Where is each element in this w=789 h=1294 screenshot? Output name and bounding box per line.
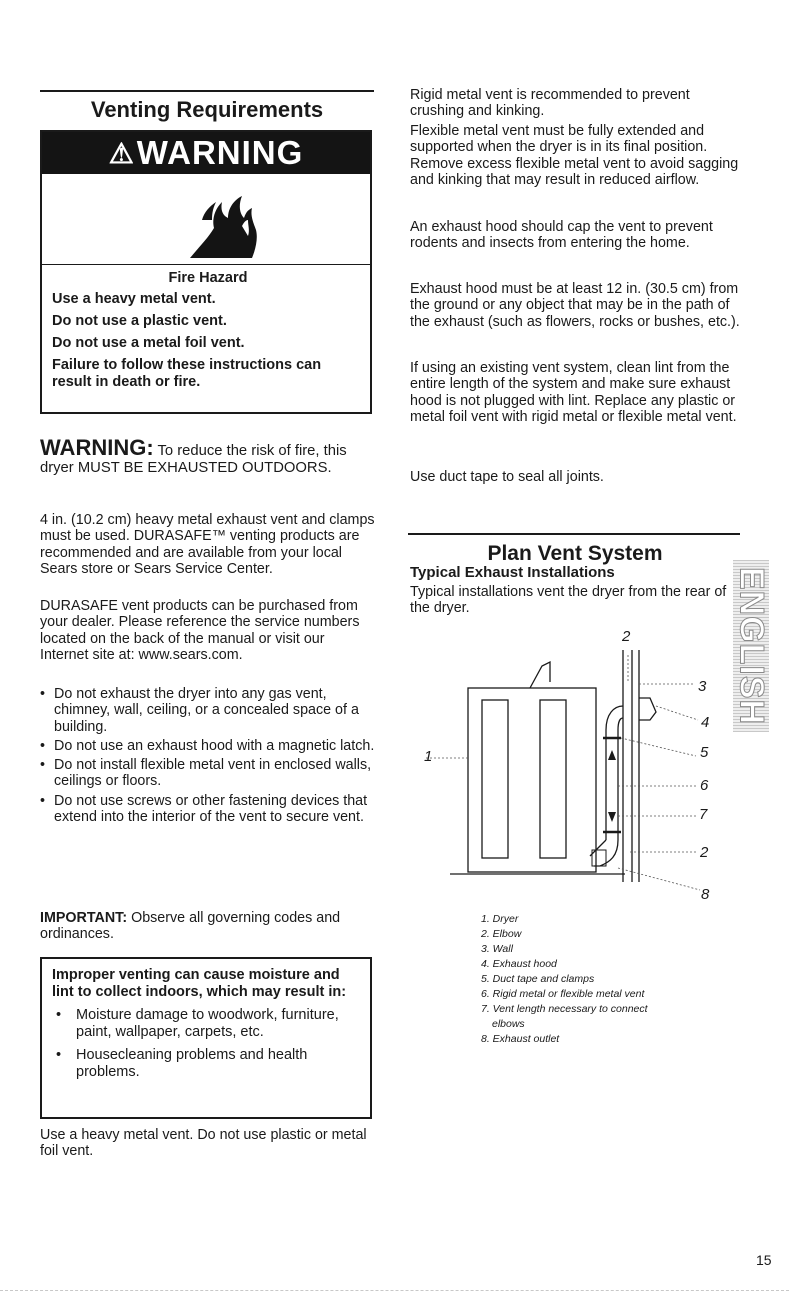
dryer-top xyxy=(530,662,550,688)
diagram-legend xyxy=(481,912,741,1047)
fire-hazard-warning-box xyxy=(40,130,372,414)
warning-label: WARNING xyxy=(136,134,304,171)
warning-banner xyxy=(42,132,370,174)
hazard-line: Use a heavy metal vent. xyxy=(52,291,216,307)
diagram-label: 1 xyxy=(424,748,433,765)
list-item: • Housecleaning problems and health problems. xyxy=(52,1047,360,1081)
diagram-label: 8 xyxy=(701,886,710,903)
important-lead: IMPORTANT: xyxy=(40,910,128,926)
legend-item: 6. Rigid metal or flexible metal vent xyxy=(481,988,645,1000)
list-item: • Do not install flexible metal vent in enclosed walls, ceilings or floors. xyxy=(40,757,376,790)
warning-text: To reduce the risk of fire, this dryer MUST BE EXHAUSTED OUTDOORS. xyxy=(40,443,347,476)
diagram-label: 4 xyxy=(701,714,710,731)
vent-installation-diagram xyxy=(410,622,730,902)
list-item: • Do not use an exhaust hood with a magnetic latch. xyxy=(40,738,376,754)
upper-elbow xyxy=(606,706,623,730)
legend-item: elbows xyxy=(492,1018,525,1030)
diagram-label: 2 xyxy=(700,844,709,861)
durasafe-paragraph: DURASAFE vent products can be purchased from your dealer. Please reference the service numbers located on the back of the manual or visit our Internet site at: www.sears.com. xyxy=(40,598,360,663)
right-paragraph: Exhaust hood must be at least 12 in. (30.5 cm) from the ground or any object that may be in the path of the exhaust (such as flowers, rocks or bushes, etc.). xyxy=(410,281,740,330)
lower-elbow xyxy=(590,840,618,866)
plan-subtitle: Typical Exhaust Installations xyxy=(410,564,615,581)
list-item: • Moisture damage to woodwork, furniture, paint, wallpaper, carpets, etc. xyxy=(52,1007,360,1041)
exhaust-hood-shape xyxy=(639,698,656,720)
diagram-label: 6 xyxy=(700,777,709,794)
language-tab-label: ENGLISH xyxy=(732,566,771,726)
section-title-venting: Venting Requirements xyxy=(90,97,324,122)
note-list xyxy=(52,1007,360,1081)
legend-item: 7. Vent length necessary to connect xyxy=(481,1003,648,1015)
section-title-plan: Plan Vent System xyxy=(487,542,663,565)
hazard-line: Failure to follow these instructions can result in death or fire. xyxy=(52,357,322,390)
improper-venting-box xyxy=(40,957,372,1119)
page-edge xyxy=(0,1290,789,1291)
legend-item: 1. Dryer xyxy=(481,913,519,925)
important-text: Observe all governing codes and ordinances. xyxy=(40,910,341,943)
language-tab xyxy=(733,560,769,732)
flame-icon xyxy=(182,180,262,260)
important-paragraph xyxy=(40,910,376,943)
hazard-title: Fire Hazard xyxy=(168,270,248,286)
upper-elbow xyxy=(618,718,623,730)
section-rule xyxy=(408,533,740,535)
note-heading: Improper venting can cause moisture and lint to collect indoors, which may result in: xyxy=(52,967,347,1000)
section-rule xyxy=(40,90,374,92)
legend-item: 8. Exhaust outlet xyxy=(481,1033,560,1045)
warning-triangle-icon: ⚠ xyxy=(108,137,135,169)
hazard-line: Do not use a metal foil vent. xyxy=(52,335,245,351)
diagram-label: 7 xyxy=(699,806,708,823)
hazard-line: Do not use a plastic vent. xyxy=(52,313,227,329)
warning-lead: WARNING: xyxy=(40,435,154,460)
right-paragraph: Rigid metal vent is recommended to prevent crushing and kinking. xyxy=(410,87,690,120)
closing-paragraph: Use a heavy metal vent. Do not use plastic or metal foil vent. xyxy=(40,1127,367,1160)
venting-rules-list xyxy=(40,686,376,828)
right-paragraph: If using an existing vent system, clean lint from the entire length of the system and make sure exhaust hood is not plugged with lint. Replace any plastic or metal foil vent with rigid metal or flexible metal vent. xyxy=(410,360,737,425)
right-paragraph: An exhaust hood should cap the vent to prevent rodents and insects from entering the home. xyxy=(410,219,713,252)
right-paragraph: Use duct tape to seal all joints. xyxy=(410,469,604,485)
legend-item: 3. Wall xyxy=(481,943,513,955)
diagram-label: 2 xyxy=(622,628,631,645)
hazard-text xyxy=(52,270,364,396)
dryer-body xyxy=(468,688,596,872)
page-number: 15 xyxy=(756,1252,772,1268)
dryer-panel xyxy=(482,700,508,858)
hazard-divider xyxy=(42,264,370,265)
diagram-label: 3 xyxy=(698,678,707,695)
plan-intro: Typical installations vent the dryer from the rear of the dryer. xyxy=(410,584,727,617)
legend-item: 4. Exhaust hood xyxy=(481,958,557,970)
vent-spec-paragraph: 4 in. (10.2 cm) heavy metal exhaust vent and clamps must be used. DURASAFE™ venting products are recommended and are available from your local Sears store or Sears Service Center. xyxy=(40,512,375,577)
legend-item: 5. Duct tape and clamps xyxy=(481,973,595,985)
list-item: • Do not use screws or other fastening devices that extend into the interior of the vent to secure vent. xyxy=(40,793,376,826)
list-item: • Do not exhaust the dryer into any gas vent, chimney, wall, ceiling, or a concealed space of a building. xyxy=(40,686,376,735)
legend-item: 2. Elbow xyxy=(481,928,522,940)
right-paragraph: Flexible metal vent must be fully extended and supported when the dryer is in its final position. Remove excess flexible metal vent to avoid sagging and kinking that may result in reduced airflow. xyxy=(410,123,739,188)
diagram-label: 5 xyxy=(700,744,709,761)
warning-statement xyxy=(40,435,376,476)
dryer-panel xyxy=(540,700,566,858)
